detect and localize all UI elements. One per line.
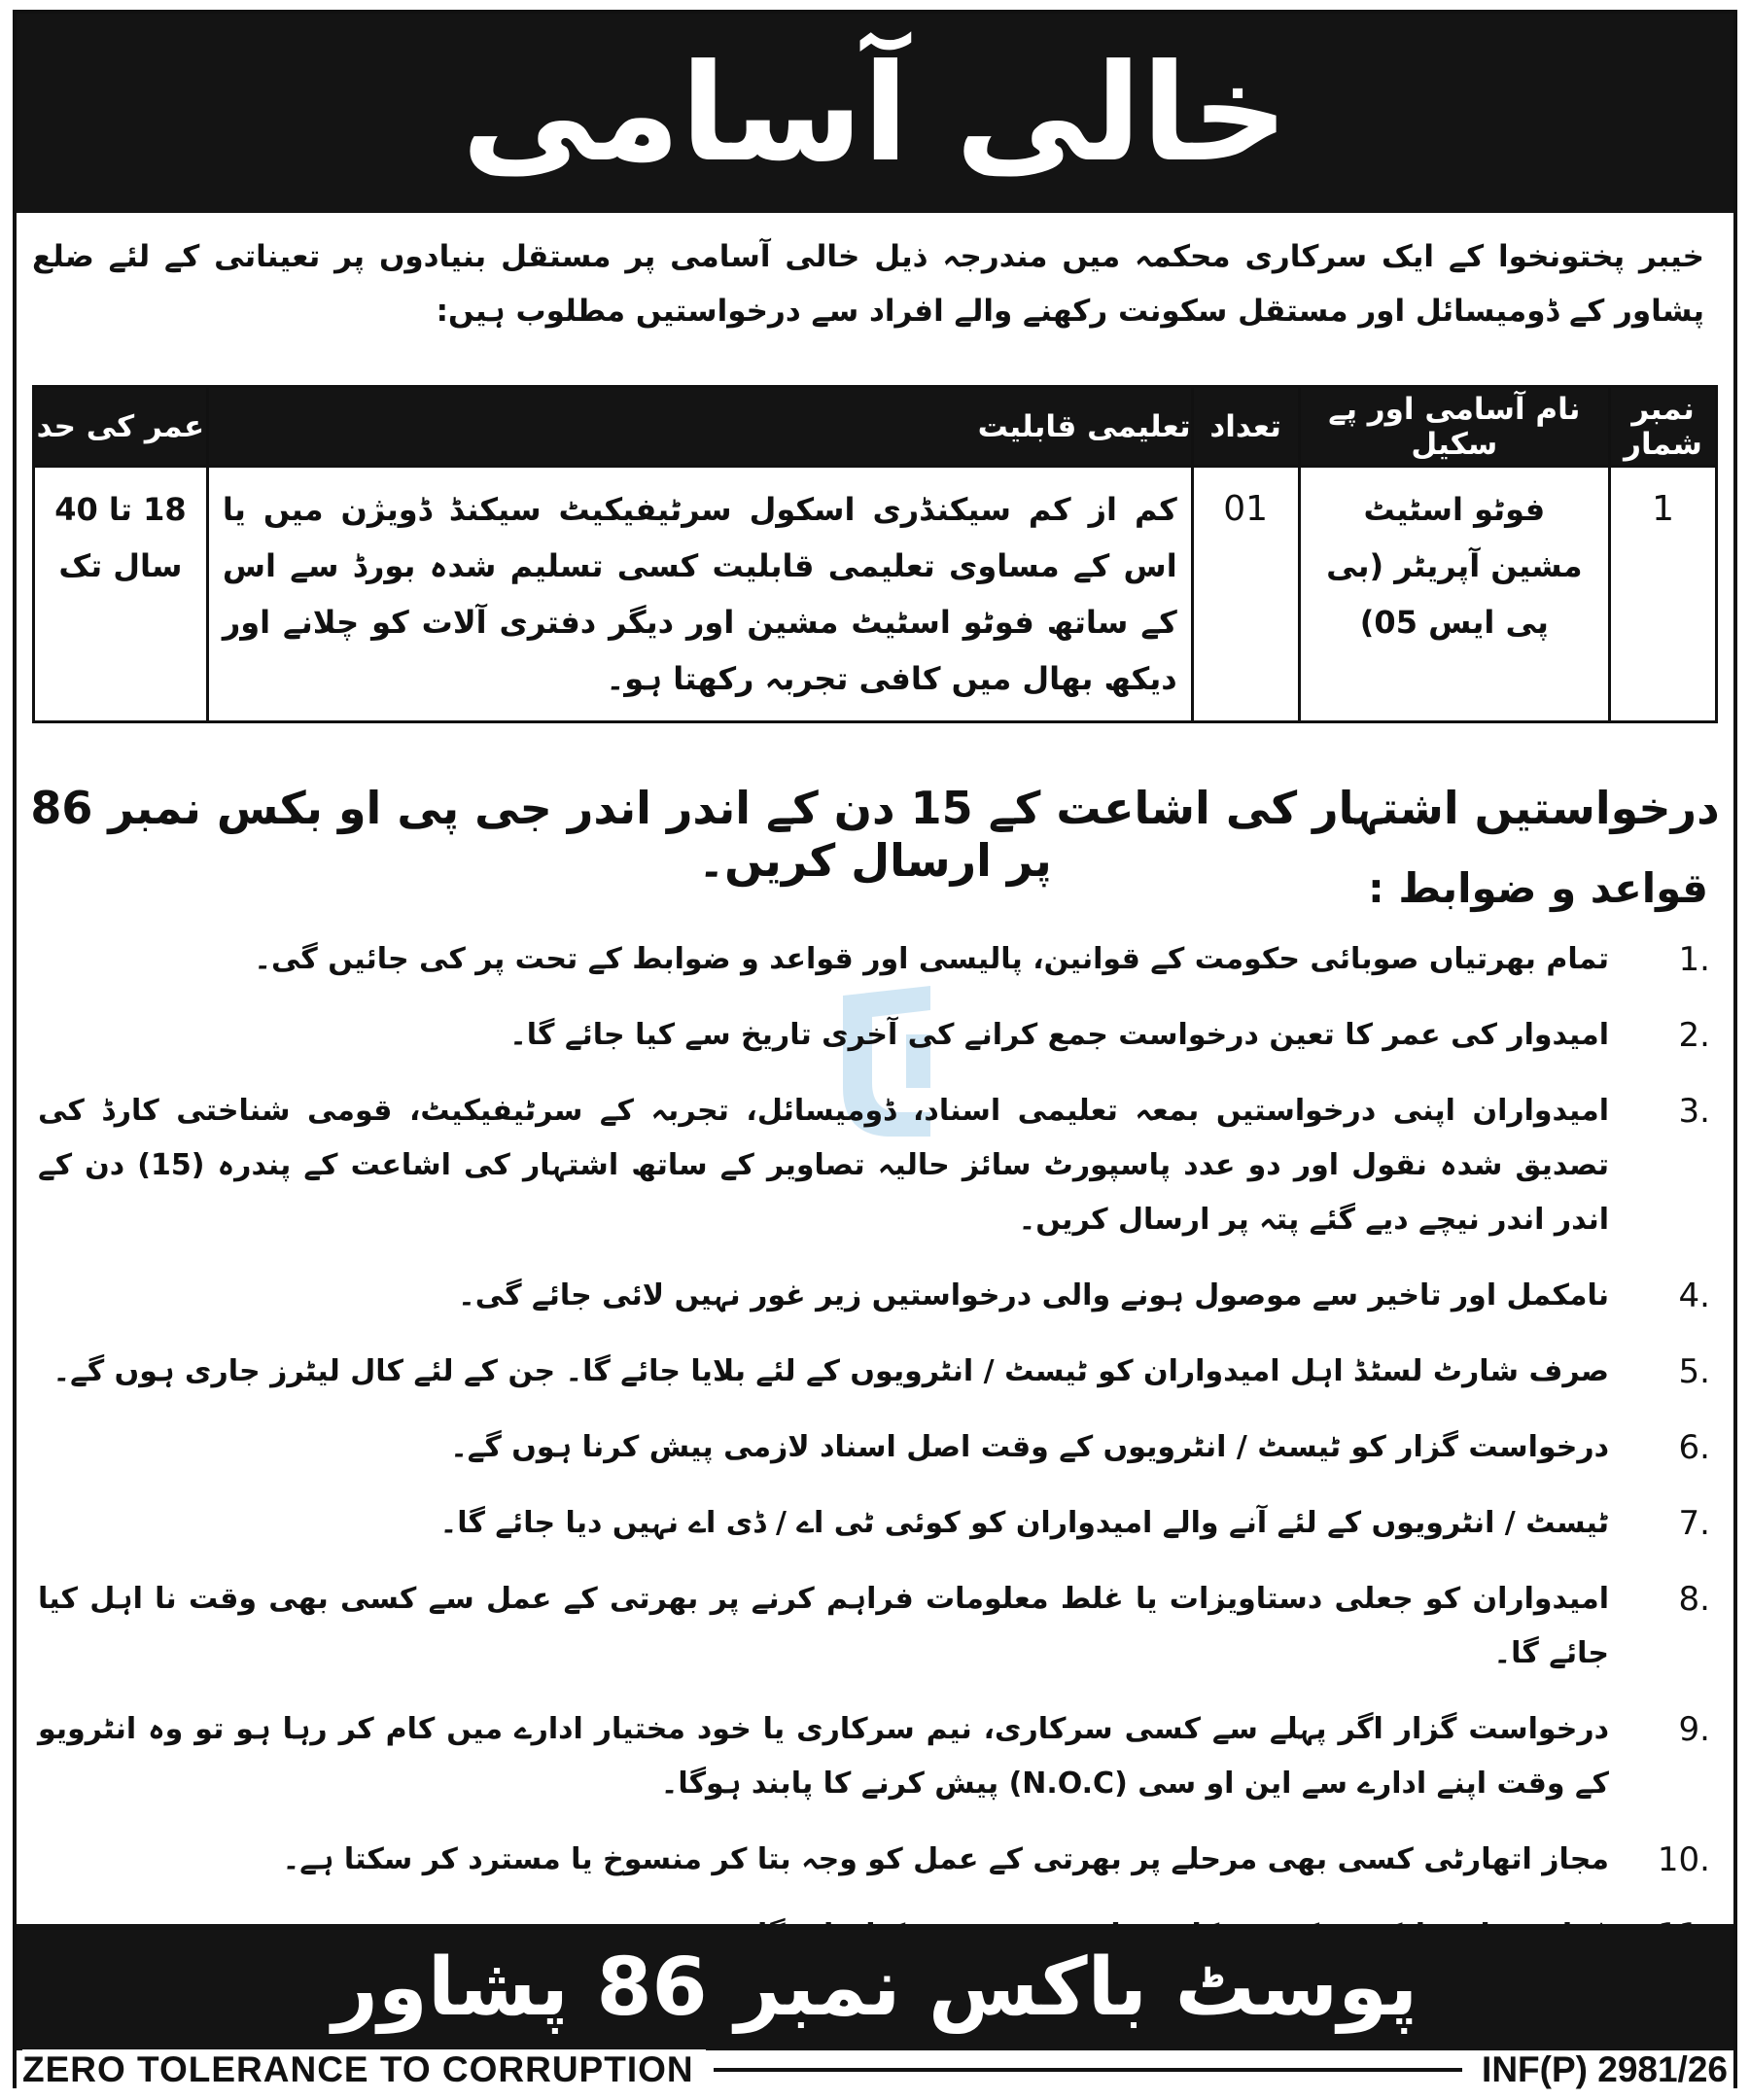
list-item — [38, 1269, 1710, 1323]
bottom-strip — [17, 2050, 1733, 2088]
list-item — [38, 1420, 1710, 1475]
cell-qualification: کم از کم سیکنڈری اسکول سرٹیفیکیٹ سیکنڈ ڈویژن میں یا اس کے مساوی تعلیمی قابلیت کسی تسلیم شدہ بورڈ سے اس کے ساتھ فوٹو اسٹیٹ مشین اور دیگر دفتری آلات کو چلانے اور دیکھ بھال میں کافی تجربہ رکھتا ہو۔ — [207, 467, 1192, 722]
rule-text: امیدواران اپنی درخواستیں بمعہ تعلیمی اسناد، ڈومیسائل، تجربہ کے سرٹیفیکیٹ، قومی شناختی کارڈ کی تصدیق شدہ نقول اور دو عدد پاسپورٹ سائز حالیہ تصاویر کے ساتھ اشتہار کی اشاعت کے پندرہ (15) دن کے اندر اندر نیچے دیے گئے پتہ پر ارسال کریں۔ — [38, 1094, 1610, 1237]
cell-post: فوٹو اسٹیٹ مشین آپریٹر (بی پی ایس 05) — [1299, 467, 1610, 722]
intro-paragraph: خیبر پختونخوا کے ایک سرکاری محکمہ میں مندرجہ ذیل خالی آسامی پر مستقل بنیادوں پر تعیناتی کے لئے ضلع پشاور کے ڈومیسائل اور مستقل سکونت رکھنے والے افراد سے درخواستیں مطلوب ہیں: — [32, 239, 1704, 329]
footer-address: پوسٹ باکس نمبر 86 پشاور — [332, 1941, 1418, 2034]
rule-number: 8. — [1678, 1580, 1710, 1619]
list-item — [38, 1084, 1710, 1247]
divider — [714, 2068, 1462, 2072]
rule-text: تمام بھرتیاں صوبائی حکومت کے قوانین، پالیسی اور قواعد و ضوابط کے تحت پر کی جائیں گی۔ — [254, 942, 1609, 976]
rule-number: 5. — [1678, 1352, 1710, 1391]
header-age: عمر کی حد — [34, 387, 208, 467]
header-post: نام آسامی اور پے سکیل — [1299, 387, 1610, 467]
rule-text: امیدوار کی عمر کا تعین درخواست جمع کرانے کی آخری تاریخ سے کیا جائے گا۔ — [509, 1018, 1609, 1052]
rule-number: 3. — [1678, 1092, 1710, 1131]
advertisement-frame — [13, 10, 1737, 2088]
list-item — [38, 1572, 1710, 1681]
rule-text: ٹیسٹ / انٹرویوں کے لئے آنے والے امیدواران کو کوئی ٹی اے / ڈی اے نہیں دیا جائے گا۔ — [439, 1506, 1609, 1540]
rules-list — [38, 932, 1710, 1984]
rule-number: 7. — [1678, 1504, 1710, 1543]
rule-number: 10. — [1657, 1840, 1710, 1879]
rule-text: درخواست گزار اگر پہلے سے کسی سرکاری، نیم سرکاری یا خود مختیار ادارے میں کام کر رہا ہو تو وہ انٹرویو کے وقت اپنے ادارے سے این او سی (N.O.C) پیش کرنے کا پابند ہوگا۔ — [38, 1712, 1609, 1801]
rules-heading: قواعد و ضوابط : — [1367, 864, 1708, 912]
rule-text: درخواست گزار کو ٹیسٹ / انٹرویوں کے وقت اصل اسناد لازمی پیش کرنا ہوں گے۔ — [450, 1430, 1609, 1464]
slogan-text: ZERO TOLERANCE TO CORRUPTION — [22, 2049, 706, 2090]
header-band — [17, 14, 1733, 213]
cell-age: 18 تا 40 سال تک — [34, 467, 208, 722]
vacancy-table — [32, 385, 1718, 723]
rule-number: 9. — [1678, 1710, 1710, 1749]
inf-number: INF(P) 2981/26 — [1482, 2048, 1728, 2089]
rule-text: صرف شارٹ لسٹڈ اہل امیدواران کو ٹیسٹ / انٹرویوں کے لئے بلایا جائے گا۔ جن کے لئے کال لیٹرز جاری ہوں گے۔ — [52, 1354, 1609, 1388]
rule-number: 6. — [1678, 1428, 1710, 1467]
list-item — [38, 1833, 1710, 1887]
rule-text: نامکمل اور تاخیر سے موصول ہونے والی درخواستیں زیر غور نہیں لائی جائے گی۔ — [458, 1278, 1609, 1312]
list-item — [38, 1702, 1710, 1811]
header-qualification: تعلیمی قابلیت — [207, 387, 1192, 467]
rule-text: امیدواران کو جعلی دستاویزات یا غلط معلومات فراہم کرنے پر بھرتی کے عمل سے کسی بھی وقت نا اہل کیا جائے گا۔ — [38, 1582, 1609, 1670]
rule-number: 2. — [1678, 1016, 1710, 1055]
rule-number: 1. — [1678, 940, 1710, 979]
footer-band — [17, 1924, 1733, 2050]
rule-text: مجاز اتھارٹی کسی بھی مرحلے پر بھرتی کے عمل کو وجہ بتا کر منسوخ یا مسترد کر سکتا ہے۔ — [282, 1842, 1609, 1876]
list-item — [38, 1496, 1710, 1551]
list-item — [38, 1008, 1710, 1063]
table-row — [34, 467, 1717, 722]
list-item — [38, 932, 1710, 987]
cell-count: 01 — [1192, 467, 1299, 722]
header-count: تعداد — [1192, 387, 1299, 467]
cell-sno: 1 — [1610, 467, 1717, 722]
table-header-row — [34, 387, 1717, 467]
page-title: خالی آسامی — [461, 35, 1289, 192]
header-sno: نمبر شمار — [1610, 387, 1717, 467]
rule-number: 4. — [1678, 1277, 1710, 1315]
application-notice: درخواستیں اشتہار کی اشاعت کے 15 دن کے اندر اندر جی پی او بکس نمبر 86 پر ارسال کریں۔ — [30, 782, 1720, 887]
list-item — [38, 1345, 1710, 1399]
